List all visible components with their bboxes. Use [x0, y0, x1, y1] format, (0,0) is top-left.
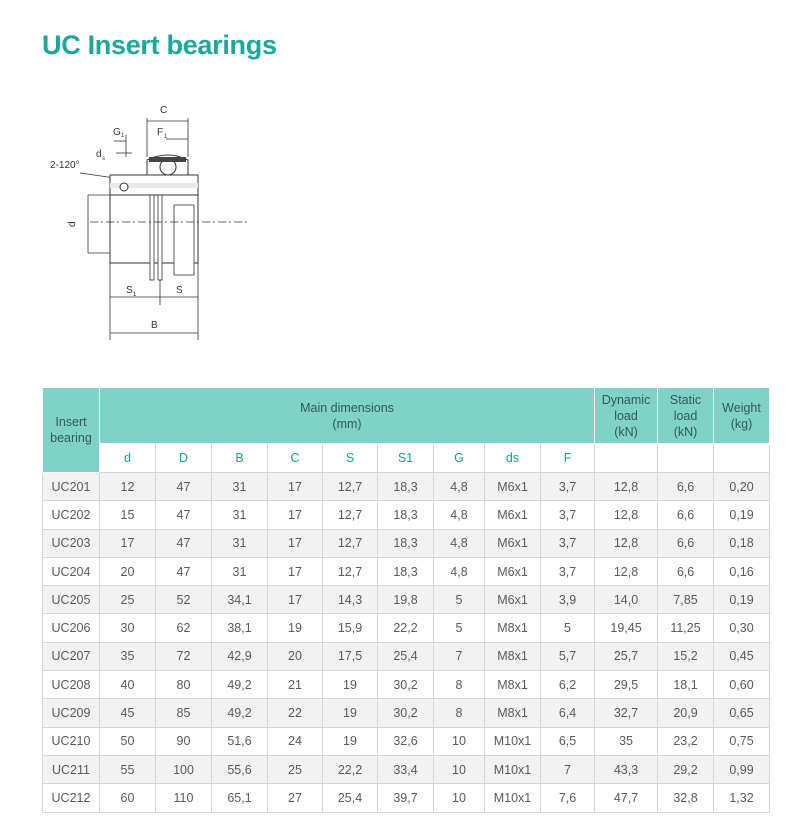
table-cell: 27 — [268, 784, 323, 812]
table-cell: 14,0 — [595, 586, 658, 614]
label-f1-sub: 1 — [164, 134, 168, 140]
column-header: G — [434, 444, 485, 473]
table-cell: 12,7 — [323, 529, 378, 557]
table-cell: 0,75 — [714, 727, 770, 755]
table-row — [43, 586, 770, 614]
column-header: F — [541, 444, 595, 473]
table-row — [43, 473, 770, 501]
label-g1: G — [113, 127, 121, 138]
page-title: UC Insert bearings — [42, 30, 277, 60]
table-cell: 0,99 — [714, 755, 770, 783]
header-main-dimensions: Main dimensions (mm) — [100, 388, 595, 444]
table-cell: 15,9 — [323, 614, 378, 642]
label-g1-sub: 1 — [121, 133, 125, 139]
label-s: S — [176, 285, 183, 296]
table-cell: 32,7 — [595, 699, 658, 727]
table-row — [43, 557, 770, 585]
table-cell: 5,7 — [541, 642, 595, 670]
column-header-empty — [595, 444, 658, 473]
table-cell: 5 — [434, 586, 485, 614]
table-row — [43, 614, 770, 642]
table-cell: M6x1 — [485, 501, 541, 529]
table-cell: 47 — [156, 473, 212, 501]
table-cell: M10x1 — [485, 784, 541, 812]
bearing-designation-cell: UC201 — [43, 473, 100, 501]
table-cell: 12,7 — [323, 473, 378, 501]
table-cell: 12,8 — [595, 529, 658, 557]
column-header: ds — [485, 444, 541, 473]
table-cell: 52 — [156, 586, 212, 614]
table-cell: 6,2 — [541, 671, 595, 699]
table-row — [43, 529, 770, 557]
table-cell: 6,6 — [658, 529, 714, 557]
table-cell: 18,3 — [378, 529, 434, 557]
header-weight: Weight (kg) — [714, 388, 770, 444]
table-cell: 0,65 — [714, 699, 770, 727]
table-row — [43, 642, 770, 670]
table-cell: 0,19 — [714, 586, 770, 614]
table-cell: 5 — [541, 614, 595, 642]
table-cell: 30,2 — [378, 671, 434, 699]
table-cell: 47 — [156, 557, 212, 585]
table-cell: 20 — [268, 642, 323, 670]
table-cell: M10x1 — [485, 755, 541, 783]
header-static-load: Static load (kN) — [658, 388, 714, 444]
table-cell: 17 — [100, 529, 156, 557]
table-cell: 110 — [156, 784, 212, 812]
table-cell: 3,7 — [541, 501, 595, 529]
table-cell: 0,60 — [714, 671, 770, 699]
label-ds: d — [96, 149, 102, 160]
table-cell: 17 — [268, 473, 323, 501]
table-cell: 25,4 — [378, 642, 434, 670]
table-cell: 15 — [100, 501, 156, 529]
specification-table — [42, 387, 770, 813]
table-cell: 31 — [212, 557, 268, 585]
table-cell: 39,7 — [378, 784, 434, 812]
table-cell: 7 — [434, 642, 485, 670]
table-cell: 55 — [100, 755, 156, 783]
label-ds-sub: s — [102, 156, 105, 162]
table-cell: 4,8 — [434, 557, 485, 585]
table-cell: 11,25 — [658, 614, 714, 642]
label-s1: S — [126, 285, 133, 296]
table-cell: 90 — [156, 727, 212, 755]
table-cell: 19 — [323, 699, 378, 727]
column-header-empty — [714, 444, 770, 473]
table-cell: 62 — [156, 614, 212, 642]
table-cell: 49,2 — [212, 699, 268, 727]
table-cell: 8 — [434, 699, 485, 727]
table-cell: 20,9 — [658, 699, 714, 727]
table-cell: 0,19 — [714, 501, 770, 529]
column-header-empty — [658, 444, 714, 473]
table-cell: 29,5 — [595, 671, 658, 699]
table-cell: 32,6 — [378, 727, 434, 755]
table-row — [43, 671, 770, 699]
label-s1-sub: 1 — [133, 292, 137, 298]
table-cell: 7,6 — [541, 784, 595, 812]
table-cell: 65,1 — [212, 784, 268, 812]
table-body — [43, 473, 770, 813]
column-header: C — [268, 444, 323, 473]
column-header: D — [156, 444, 212, 473]
table-cell: 6,6 — [658, 473, 714, 501]
table-cell: M6x1 — [485, 557, 541, 585]
table-cell: M8x1 — [485, 642, 541, 670]
table-cell: 10 — [434, 727, 485, 755]
table-cell: 3,7 — [541, 557, 595, 585]
table-cell: 0,20 — [714, 473, 770, 501]
table-cell: 10 — [434, 755, 485, 783]
table-cell: 0,18 — [714, 529, 770, 557]
column-header: S1 — [378, 444, 434, 473]
table-cell: 30,2 — [378, 699, 434, 727]
table-cell: 25,7 — [595, 642, 658, 670]
label-f1: F — [157, 127, 164, 138]
bearing-designation-cell: UC211 — [43, 755, 100, 783]
table-cell: 7,85 — [658, 586, 714, 614]
table-cell: 31 — [212, 529, 268, 557]
table-cell: M8x1 — [485, 614, 541, 642]
table-cell: 0,16 — [714, 557, 770, 585]
header-insert-bearing: Insert bearing — [43, 388, 100, 473]
table-cell: 3,9 — [541, 586, 595, 614]
table-cell: 47 — [156, 501, 212, 529]
table-row — [43, 699, 770, 727]
table-cell: 32,8 — [658, 784, 714, 812]
table-cell: 85 — [156, 699, 212, 727]
table-cell: 17 — [268, 586, 323, 614]
table-cell: 4,8 — [434, 473, 485, 501]
table-cell: 49,2 — [212, 671, 268, 699]
header-dynamic-load: Dynamic load (kN) — [595, 388, 658, 444]
table-row — [43, 501, 770, 529]
table-cell: 12,8 — [595, 557, 658, 585]
bearing-designation-cell: UC212 — [43, 784, 100, 812]
table-cell: 4,8 — [434, 529, 485, 557]
table-cell: 29,2 — [658, 755, 714, 783]
table-cell: 22 — [268, 699, 323, 727]
table-cell: 22,2 — [378, 614, 434, 642]
table-cell: 3,7 — [541, 529, 595, 557]
bearing-designation-cell: UC206 — [43, 614, 100, 642]
table-cell: 17 — [268, 501, 323, 529]
table-cell: 25,4 — [323, 784, 378, 812]
bearing-designation-cell: UC210 — [43, 727, 100, 755]
label-angle: 2-120° — [50, 160, 80, 171]
table-cell: 18,3 — [378, 501, 434, 529]
table-cell: 19 — [323, 671, 378, 699]
table-cell: 19 — [268, 614, 323, 642]
table-cell: 24 — [268, 727, 323, 755]
table-cell: 19 — [323, 727, 378, 755]
bearing-designation-cell: UC203 — [43, 529, 100, 557]
label-d: d — [67, 221, 78, 227]
table-cell: M10x1 — [485, 727, 541, 755]
table-cell: 23,2 — [658, 727, 714, 755]
table-cell: 3,7 — [541, 473, 595, 501]
table-cell: M6x1 — [485, 586, 541, 614]
table-cell: 47 — [156, 529, 212, 557]
column-header: S — [323, 444, 378, 473]
table-cell: 17 — [268, 557, 323, 585]
table-cell: 19,45 — [595, 614, 658, 642]
table-cell: 42,9 — [212, 642, 268, 670]
table-cell: M8x1 — [485, 671, 541, 699]
table-cell: M6x1 — [485, 529, 541, 557]
table-cell: 31 — [212, 473, 268, 501]
table-cell: 0,30 — [714, 614, 770, 642]
table-cell: 21 — [268, 671, 323, 699]
table-cell: 6,6 — [658, 501, 714, 529]
table-cell: 6,5 — [541, 727, 595, 755]
table-cell: 33,4 — [378, 755, 434, 783]
table-cell: 31 — [212, 501, 268, 529]
table-cell: 15,2 — [658, 642, 714, 670]
table-cell: 51,6 — [212, 727, 268, 755]
bearing-designation-cell: UC208 — [43, 671, 100, 699]
table-cell: 12 — [100, 473, 156, 501]
column-header: B — [212, 444, 268, 473]
bearing-designation-cell: UC207 — [43, 642, 100, 670]
bearing-designation-cell: UC204 — [43, 557, 100, 585]
table-cell: 7 — [541, 755, 595, 783]
table-cell: 38,1 — [212, 614, 268, 642]
table-cell: 80 — [156, 671, 212, 699]
table-cell: 100 — [156, 755, 212, 783]
table-cell: 40 — [100, 671, 156, 699]
table-row — [43, 784, 770, 812]
table-cell: 35 — [595, 727, 658, 755]
table-cell: 17,5 — [323, 642, 378, 670]
table-cell: 5 — [434, 614, 485, 642]
label-b: B — [151, 320, 158, 331]
table-cell: M8x1 — [485, 699, 541, 727]
label-c: C — [160, 105, 168, 116]
table-cell: 72 — [156, 642, 212, 670]
table-cell: 34,1 — [212, 586, 268, 614]
table-cell: 4,8 — [434, 501, 485, 529]
table-cell: 18,1 — [658, 671, 714, 699]
column-header: d — [100, 444, 156, 473]
table-cell: 6,4 — [541, 699, 595, 727]
table-cell: 22,2 — [323, 755, 378, 783]
table-cell: 25 — [100, 586, 156, 614]
table-cell: 1,32 — [714, 784, 770, 812]
table-cell: 20 — [100, 557, 156, 585]
table-cell: 12,8 — [595, 473, 658, 501]
table-cell: 45 — [100, 699, 156, 727]
table-cell: 0,45 — [714, 642, 770, 670]
table-cell: 50 — [100, 727, 156, 755]
table-cell: 8 — [434, 671, 485, 699]
table-cell: 12,7 — [323, 557, 378, 585]
table-cell: 47,7 — [595, 784, 658, 812]
table-cell: 10 — [434, 784, 485, 812]
table-cell: 12,8 — [595, 501, 658, 529]
table-cell: 14,3 — [323, 586, 378, 614]
table-cell: 18,3 — [378, 473, 434, 501]
bearing-designation-cell: UC205 — [43, 586, 100, 614]
table-cell: 60 — [100, 784, 156, 812]
table-row — [43, 727, 770, 755]
table-cell: 43,3 — [595, 755, 658, 783]
bearing-designation-cell: UC209 — [43, 699, 100, 727]
table-cell: 18,3 — [378, 557, 434, 585]
table-cell: 30 — [100, 614, 156, 642]
table-cell: M6x1 — [485, 473, 541, 501]
table-cell: 17 — [268, 529, 323, 557]
bearing-cross-section-diagram — [40, 95, 260, 355]
table-cell: 55,6 — [212, 755, 268, 783]
table-cell: 25 — [268, 755, 323, 783]
table-cell: 35 — [100, 642, 156, 670]
table-cell: 12,7 — [323, 501, 378, 529]
table-row — [43, 755, 770, 783]
table-cell: 19,8 — [378, 586, 434, 614]
bearing-designation-cell: UC202 — [43, 501, 100, 529]
table-cell: 6,6 — [658, 557, 714, 585]
